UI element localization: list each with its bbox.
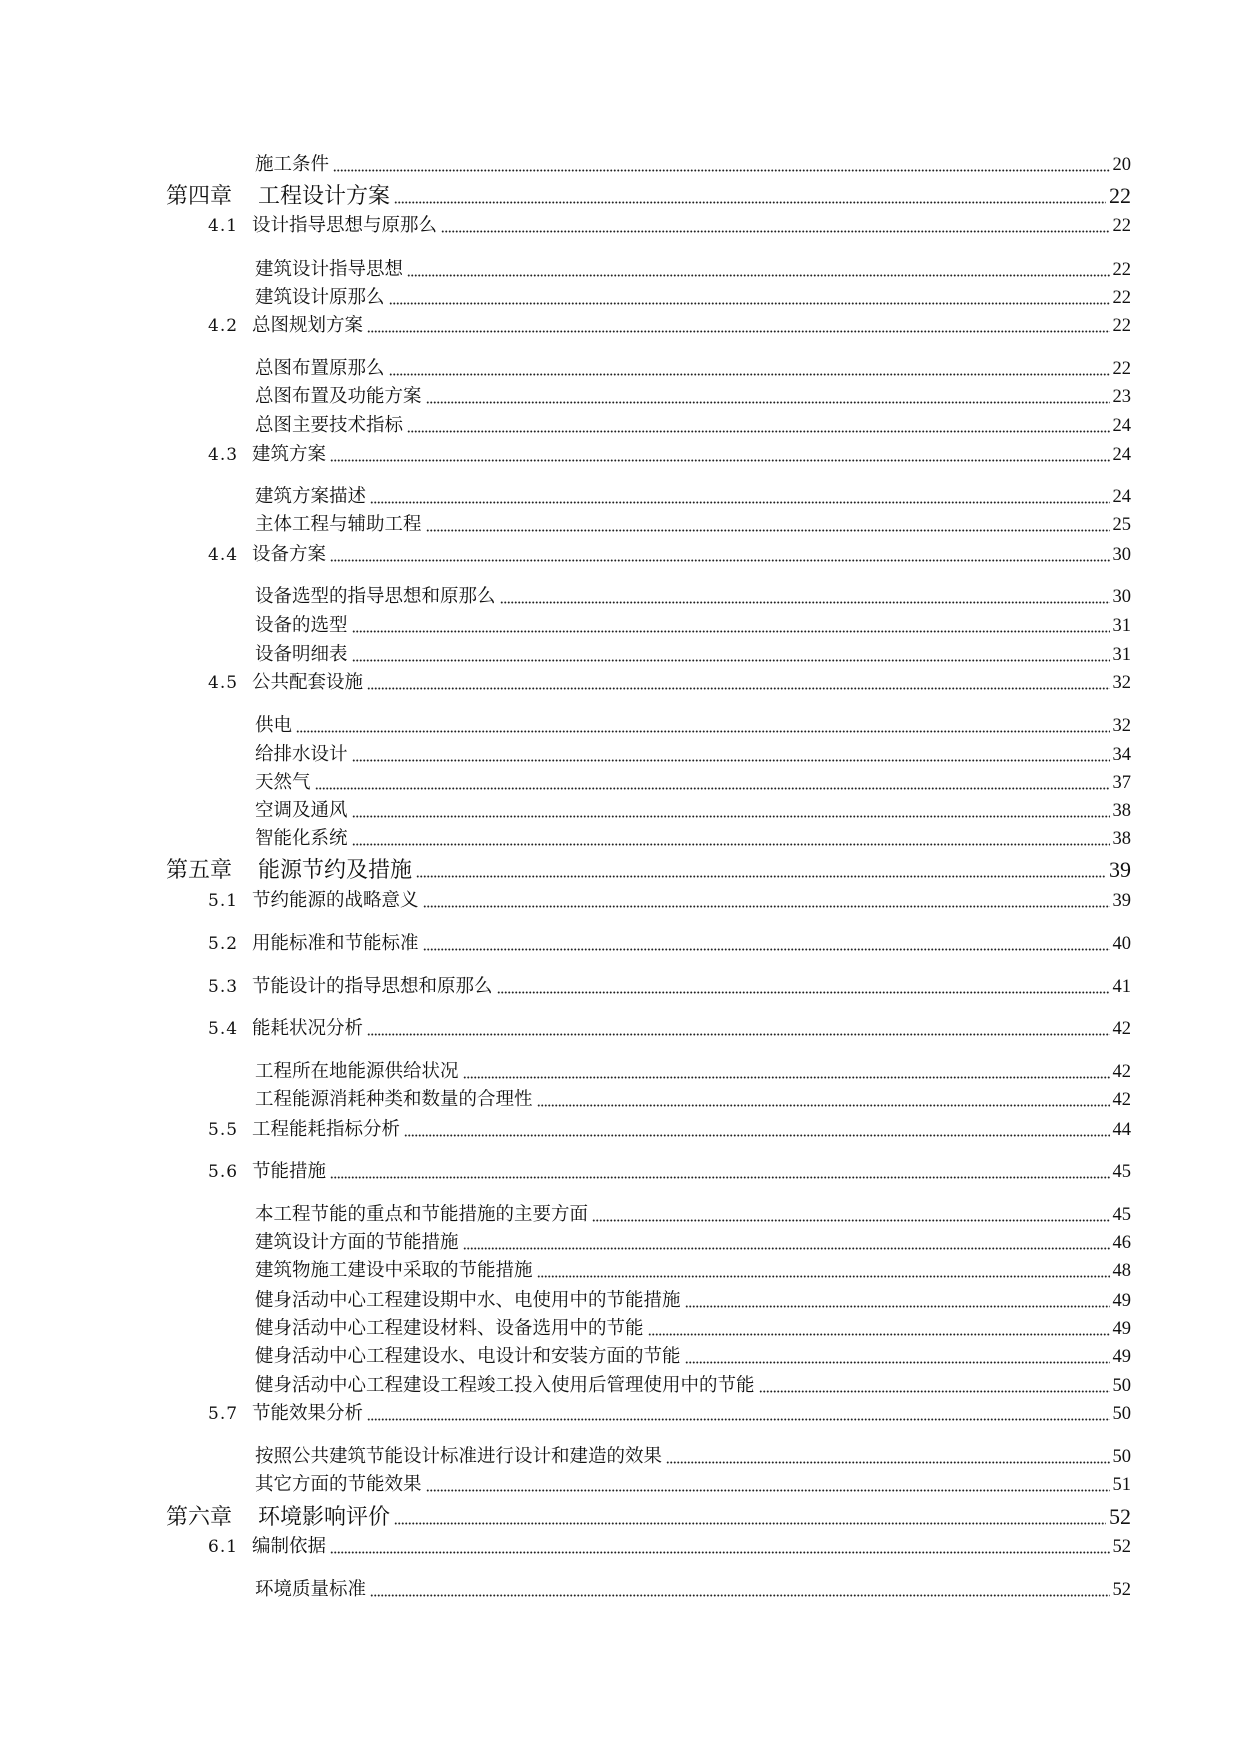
subsection-title: 健身活动中心工程建设水、电设计和安装方面的节能 [255,1347,681,1367]
subsection-title: 设备明细表 [255,645,348,665]
toc-subsection [255,770,1131,796]
page-number: 50 [1112,1404,1131,1424]
dot-leader [685,1288,1110,1314]
subsection-title: 建筑设计方面的节能措施 [255,1233,459,1253]
toc-section [208,1159,1131,1185]
subsection-title: 按照公共建筑节能设计标准进行设计和建造的效果 [255,1447,663,1467]
page-number: 22 [1112,359,1131,379]
section-number: 4.2 [208,316,239,336]
page-number: 44 [1112,1120,1131,1140]
subsection-title: 施工条件 [255,155,330,175]
dot-leader [407,257,1109,283]
toc-subsection [255,285,1131,311]
page-number: 22 [1112,216,1131,236]
subsection-title: 工程能源消耗种类和数量的合理性 [255,1090,533,1110]
dot-leader [367,670,1109,696]
toc-subsection [255,257,1131,283]
toc-section [208,670,1131,696]
dot-leader [352,798,1110,824]
chapter-title: 工程设计方案 [258,183,391,208]
dot-leader [367,313,1109,339]
page-number: 22 [1112,316,1131,336]
toc-section [208,213,1131,239]
subsection-title: 天然气 [255,773,311,793]
dot-leader [426,1472,1110,1498]
toc-subsection [255,1258,1131,1284]
toc-subsection [255,642,1131,668]
toc-section [208,1016,1131,1042]
toc-subsection [255,713,1131,739]
page-number: 52 [1112,1537,1131,1557]
page-number: 34 [1112,745,1131,765]
dot-leader [441,213,1109,239]
dot-leader [666,1444,1109,1470]
page-number: 24 [1112,487,1131,507]
subsection-title: 健身活动中心工程建设期中水、电使用中的节能措施 [255,1291,681,1311]
subsection-title: 总图布置及功能方案 [255,387,422,407]
page-number: 23 [1112,387,1131,407]
subsection-title: 建筑设计指导思想 [255,260,404,280]
toc-chapter [166,182,1131,210]
subsection-title: 本工程节能的重点和节能措施的主要方面 [255,1205,589,1225]
toc-section [208,442,1131,468]
page-number: 50 [1112,1447,1131,1467]
dot-leader [352,642,1110,668]
dot-leader [330,1159,1109,1185]
page-number: 46 [1112,1233,1131,1253]
page-number: 42 [1112,1090,1131,1110]
dot-leader [500,584,1110,610]
subsection-title: 给排水设计 [255,745,348,765]
section-number: 5.7 [208,1404,239,1424]
subsection-title: 健身活动中心工程建设工程竣工投入使用后管理使用中的节能 [255,1376,755,1396]
page-number: 24 [1112,445,1131,465]
dot-leader [367,1016,1109,1042]
dot-leader [352,826,1110,852]
toc-chapter [166,856,1131,884]
page-number: 52 [1109,1504,1131,1529]
subsection-title: 供电 [255,716,293,736]
section-number: 4.4 [208,545,239,565]
toc-section [208,1401,1131,1427]
section-number: 4.1 [208,216,239,236]
dot-leader [537,1087,1110,1113]
page-number: 45 [1112,1205,1131,1225]
dot-leader [330,542,1109,568]
toc-subsection [255,1472,1131,1498]
toc-subsection [255,1577,1131,1603]
page-number: 45 [1112,1162,1131,1182]
page-number: 22 [1112,288,1131,308]
toc-section [208,931,1131,957]
toc-subsection [255,1344,1131,1370]
subsection-title: 其它方面的节能效果 [255,1475,422,1495]
toc-subsection [255,1288,1131,1314]
page-number: 50 [1112,1376,1131,1396]
dot-leader [330,1534,1109,1560]
section-title: 节约能源的战略意义 [252,891,419,911]
chapter-title: 能源节约及措施 [258,857,413,882]
toc-section [208,542,1131,568]
section-title: 工程能耗指标分析 [252,1120,401,1140]
toc-subsection [255,1202,1131,1228]
toc-subsection [255,1444,1131,1470]
dot-leader [463,1230,1110,1256]
subsection-title: 环境质量标准 [255,1580,367,1600]
chapter-number: 第六章 [166,1504,233,1529]
page-number: 52 [1112,1580,1131,1600]
subsection-title: 设备选型的指导思想和原那么 [255,587,496,607]
dot-leader [394,1503,1106,1531]
page-number: 41 [1112,977,1131,997]
dot-leader [296,713,1109,739]
dot-leader [592,1202,1109,1228]
toc-subsection [255,413,1131,439]
dot-leader [333,152,1109,178]
section-number: 5.6 [208,1162,239,1182]
dot-leader [330,442,1109,468]
dot-leader [759,1373,1110,1399]
page-number: 51 [1112,1475,1131,1495]
page-number: 32 [1112,716,1131,736]
subsection-title: 设备的选型 [255,616,348,636]
dot-leader [389,356,1110,382]
page-number: 22 [1109,183,1131,208]
section-title: 设备方案 [252,545,327,565]
toc-subsection [255,742,1131,768]
section-title: 设计指导思想与原那么 [252,216,438,236]
page-number: 42 [1112,1062,1131,1082]
dot-leader [416,856,1106,884]
section-title: 节能设计的指导思想和原那么 [252,977,493,997]
dot-leader [315,770,1110,796]
dot-leader [407,413,1109,439]
toc-subsection [255,152,1131,178]
page-number: 49 [1112,1291,1131,1311]
dot-leader [370,1577,1109,1603]
page-number: 25 [1112,515,1131,535]
dot-leader [423,931,1110,957]
dot-leader [367,1401,1109,1427]
dot-leader [463,1059,1110,1085]
page-number: 38 [1112,829,1131,849]
toc-section [208,1534,1131,1560]
subsection-title: 总图主要技术指标 [255,416,404,436]
chapter-number: 第五章 [166,857,233,882]
page-number: 37 [1112,773,1131,793]
section-title: 用能标准和节能标准 [252,934,419,954]
section-title: 编制依据 [252,1537,327,1557]
toc-subsection [255,1316,1131,1342]
toc-subsection [255,1373,1131,1399]
dot-leader [423,888,1110,914]
page-number: 30 [1112,545,1131,565]
section-number: 6.1 [208,1537,239,1557]
page-number: 40 [1112,934,1131,954]
page-number: 32 [1112,673,1131,693]
toc-section [208,313,1131,339]
toc-section [208,1117,1131,1143]
subsection-title: 空调及通风 [255,801,348,821]
section-title: 总图规划方案 [252,316,364,336]
dot-leader [497,974,1110,1000]
toc-subsection [255,1059,1131,1085]
page-number: 39 [1112,891,1131,911]
page-number: 38 [1112,801,1131,821]
subsection-title: 智能化系统 [255,829,348,849]
subsection-title: 总图布置原那么 [255,359,385,379]
dot-leader [685,1344,1110,1370]
dot-leader [352,613,1110,639]
subsection-title: 主体工程与辅助工程 [255,515,422,535]
page-number: 24 [1112,416,1131,436]
dot-leader [352,742,1110,768]
section-number: 4.5 [208,673,239,693]
section-number: 5.4 [208,1019,239,1039]
toc-subsection [255,484,1131,510]
toc-section [208,974,1131,1000]
dot-leader [537,1258,1110,1284]
subsection-title: 建筑方案描述 [255,487,367,507]
dot-leader [370,484,1109,510]
subsection-title: 健身活动中心工程建设材料、设备选用中的节能 [255,1319,644,1339]
toc-subsection [255,1230,1131,1256]
section-number: 5.1 [208,891,239,911]
toc-subsection [255,613,1131,639]
page-number: 42 [1112,1019,1131,1039]
toc-subsection [255,384,1131,410]
toc-subsection [255,584,1131,610]
dot-leader [389,285,1110,311]
subsection-title: 建筑物施工建设中采取的节能措施 [255,1261,533,1281]
section-title: 节能效果分析 [252,1404,364,1424]
section-number: 5.3 [208,977,239,997]
page-number: 31 [1112,645,1131,665]
dot-leader [394,182,1106,210]
toc-chapter [166,1503,1131,1531]
toc-subsection [255,826,1131,852]
subsection-title: 建筑设计原那么 [255,288,385,308]
section-number: 5.5 [208,1120,239,1140]
chapter-title: 环境影响评价 [258,1504,391,1529]
page-number: 22 [1112,260,1131,280]
page-number: 39 [1109,857,1131,882]
page-number: 30 [1112,587,1131,607]
dot-leader [648,1316,1110,1342]
dot-leader [426,512,1110,538]
chapter-number: 第四章 [166,183,233,208]
toc-subsection [255,1087,1131,1113]
dot-leader [426,384,1110,410]
subsection-title: 工程所在地能源供给状况 [255,1062,459,1082]
section-title: 节能措施 [252,1162,327,1182]
section-title: 建筑方案 [252,445,327,465]
page-number: 31 [1112,616,1131,636]
toc-subsection [255,798,1131,824]
page-number: 49 [1112,1347,1131,1367]
toc-section [208,888,1131,914]
section-title: 公共配套设施 [252,673,364,693]
section-number: 4.3 [208,445,239,465]
page-number: 49 [1112,1319,1131,1339]
section-number: 5.2 [208,934,239,954]
toc-subsection [255,512,1131,538]
page-number: 48 [1112,1261,1131,1281]
dot-leader [404,1117,1109,1143]
toc-subsection [255,356,1131,382]
section-title: 能耗状况分析 [252,1019,364,1039]
page-number: 20 [1112,155,1131,175]
